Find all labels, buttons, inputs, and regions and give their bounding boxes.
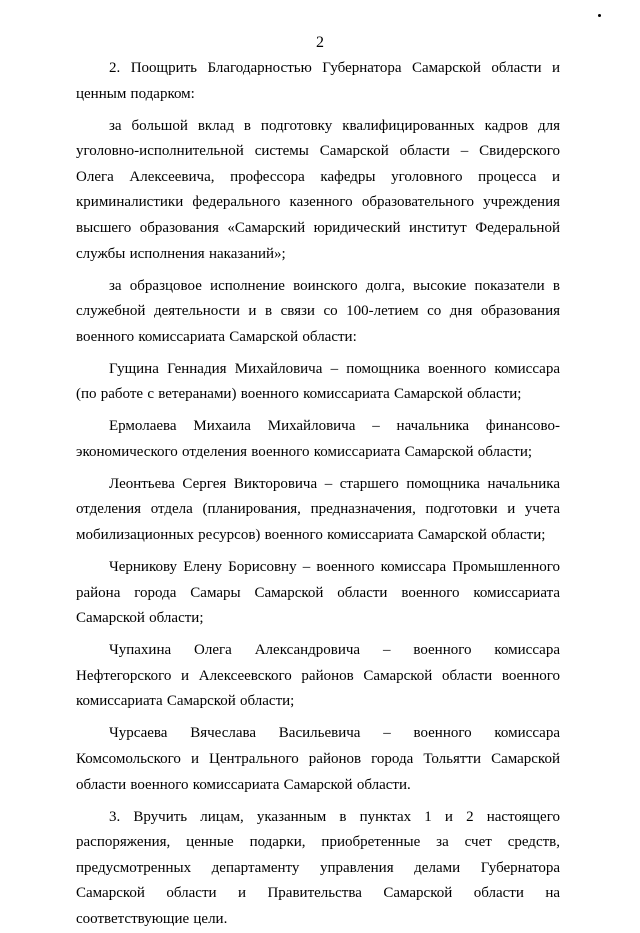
paragraph-chupakhin: Чупахина Олега Александровича – военного комиссара Нефтегорского и Алексеевского районов Самарской области военного комиссариата Самарской области; [76,642,560,710]
paragraph-item-2: 2. Поощрить Благодарностью Губернатора Самарской области и ценным подарком: [76,60,560,102]
scan-speck [598,14,601,17]
paragraph-military-duty-intro: за образцовое исполнение воинского долга, высокие показатели в служебной деятельности и в связи со 100-летием со дня образования военного комиссариата Самарской области: [76,277,560,345]
paragraph-ermolaev: Ермолаева Михаила Михайловича – начальника финансово-экономического отделения военного комиссариата Самарской области; [76,418,560,460]
document-body [76,56,560,933]
paragraph-item-3: 3. Вручить лицам, указанным в пунктах 1 и 2 настоящего распоряжения, ценные подарки, приобретенные за счет средств, предусмотренных департаменту управления делами Губернатора Самарской области и Правительства Самарской области на соответствующие цели. [76,808,560,927]
paragraph-gushchin: Гущина Геннадия Михайловича – помощника военного комиссара (по работе с ветеранами) военного комиссариата Самарской области; [76,360,560,403]
paragraph-award-svidersky: за большой вклад в подготовку квалифицированных кадров для уголовно-исполнительной системы Самарской области – Свидерского Олега Алексеевича, профессора кафедры уголовного процесса и криминалистики федерального казенного образовательного учреждения высшего образования «Самарский юридический институт Федеральной службы исполнения наказаний»; [76,117,560,262]
paragraph-chernikova: Черникову Елену Борисовну – военного комиссара Промышленного района города Самары Самарской области военного комиссариата Самарской области; [76,559,560,627]
page-number: 2 [316,34,324,51]
paragraph-chursaev: Чурсаева Вячеслава Васильевича – военного комиссара Комсомольского и Центрального районов города Тольятти Самарской области военного комиссариата Самарской области. [76,725,560,793]
paragraph-leontiev: Леонтьева Сергея Викторовича – старшего помощника начальника отделения отдела (планирования, предназначения, подготовки и учета мобилизационных ресурсов) военного комиссариата Самарской области; [76,475,560,544]
